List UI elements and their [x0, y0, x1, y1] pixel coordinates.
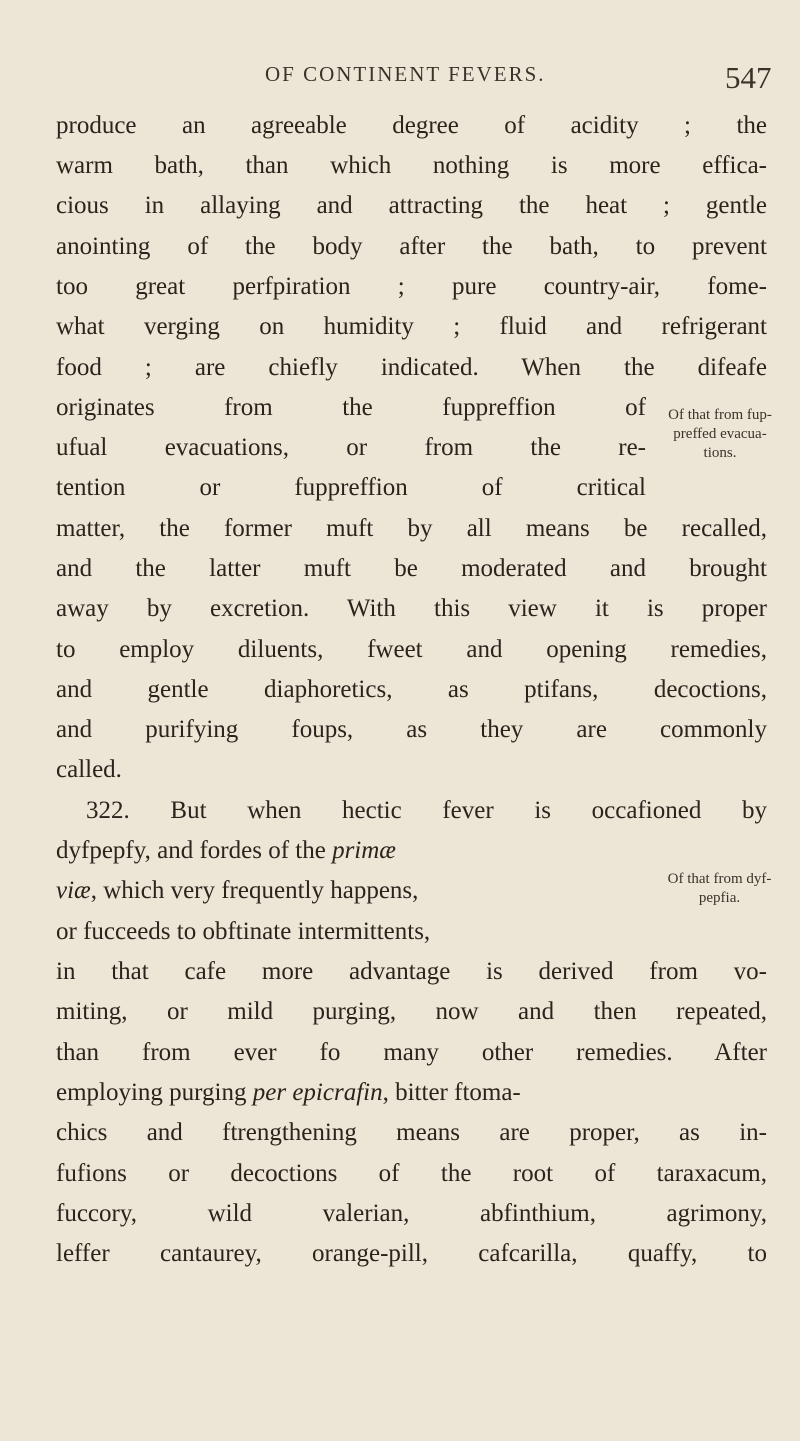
margin-note-suppressed-evacuations — [655, 406, 785, 463]
margin-note-line: pepfia. — [698, 890, 741, 906]
running-title: OF CONTINENT FEVERS. — [265, 62, 546, 86]
italic-term: per epicrafin — [252, 1079, 383, 1106]
text-line: chics and ftrengthening means are proper, as in- — [56, 1119, 767, 1146]
page-number: 547 — [725, 60, 772, 95]
margin-note-dyspepsia — [652, 870, 787, 908]
margin-note-line: tions. — [703, 445, 737, 461]
running-head — [0, 60, 800, 100]
text-line: what verging on humidity ; fluid and refrigerant — [56, 313, 767, 340]
text-line: ufual evacuations, or from the re- — [56, 434, 646, 461]
text-line: originates from the fuppreffion of — [56, 394, 646, 421]
text-line: produce an agreeable degree of acidity ; the — [56, 112, 767, 139]
margin-note-line: Of that from dyf- — [667, 871, 772, 887]
text-line: leffer cantaurey, orange-pill, cafcarilla, quaffy, to — [56, 1240, 767, 1267]
margin-note-line: Of that from fup- — [668, 407, 772, 423]
text-span: , which very frequently happens, — [90, 877, 419, 904]
text-line: tention or fuppreffion of critical — [56, 474, 646, 501]
text-line: and gentle diaphoretics, as ptifans, decoctions, — [56, 676, 767, 703]
text-line: away by excretion. With this view it is proper — [56, 595, 767, 622]
text-line: anointing of the body after the bath, to prevent — [56, 233, 767, 260]
text-line: miting, or mild purging, now and then repeated, — [56, 998, 767, 1025]
text-line: or fucceeds to obftinate intermittents, — [56, 918, 431, 945]
text-line-with-italic — [56, 834, 396, 868]
text-line: to employ diluents, fweet and opening remedies, — [56, 636, 767, 663]
text-span: employing purging — [56, 1079, 247, 1106]
text-line: in that cafe more advantage is derived from vo- — [56, 958, 767, 985]
text-line: fufions or decoctions of the root of taraxacum, — [56, 1160, 767, 1187]
text-line: cious in allaying and attracting the heat ; gentle — [56, 192, 767, 219]
text-line: too great perfpiration ; pure country-air, fome- — [56, 273, 767, 300]
text-span: , bitter ftoma- — [382, 1079, 521, 1106]
text-line: and purifying foups, as they are commonly — [56, 716, 767, 743]
italic-term: primæ — [332, 837, 396, 864]
margin-note-line: preffed evacua- — [673, 426, 767, 442]
text-line: food ; are chiefly indicated. When the difeafe — [56, 354, 767, 381]
text-line-with-italic — [56, 1076, 521, 1110]
text-line-with-italic — [56, 874, 418, 908]
text-span: dyfpepfy, and fordes of the — [56, 837, 326, 864]
text-line: and the latter muft be moderated and brought — [56, 555, 767, 582]
italic-term: viæ — [56, 877, 91, 904]
text-line: fuccory, wild valerian, abfinthium, agrimony, — [56, 1200, 767, 1227]
text-line: warm bath, than which nothing is more effica- — [56, 152, 767, 179]
text-line: called. — [56, 756, 122, 783]
text-line: than from ever fo many other remedies. After — [56, 1039, 767, 1066]
text-line: matter, the former muft by all means be recalled, — [56, 515, 767, 542]
paragraph-322-start: 322. But when hectic fever is occafioned by — [86, 797, 767, 824]
